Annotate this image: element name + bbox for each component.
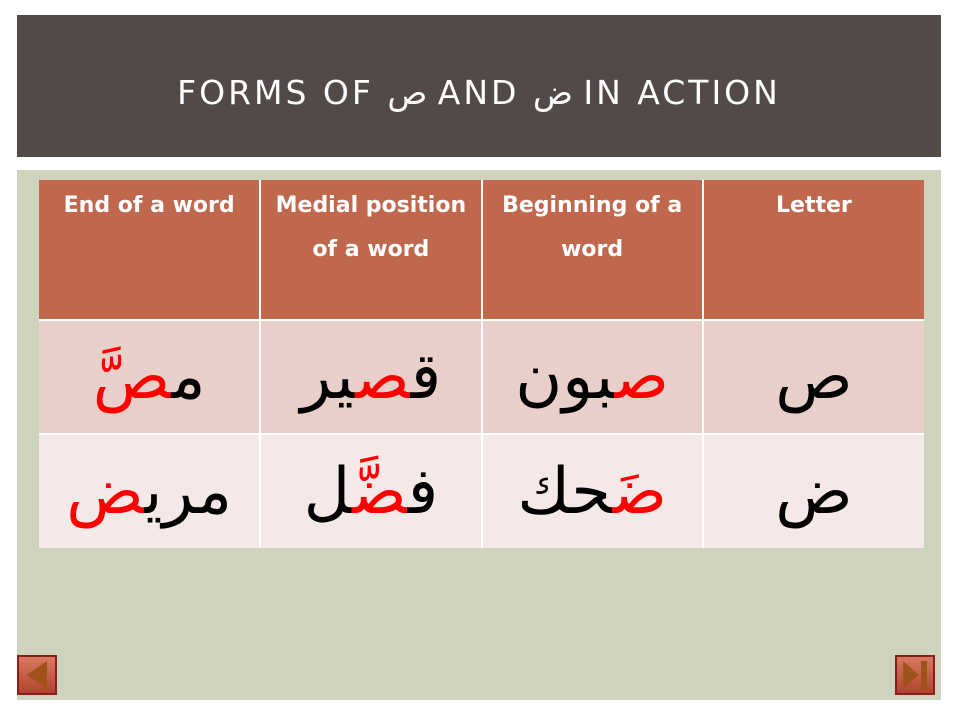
previous-slide-icon — [27, 661, 47, 689]
cell-medial-position — [260, 434, 481, 548]
header-letter: Letter — [703, 180, 924, 320]
cell-beginning-of-word — [482, 434, 703, 548]
header-end-of-word: End of a word — [39, 180, 260, 320]
word-part: م — [171, 340, 206, 414]
arabic-word — [93, 340, 206, 414]
next-slide-icon — [903, 661, 919, 689]
cell-end-of-word — [39, 434, 260, 548]
cell-beginning-of-word — [482, 320, 703, 434]
previous-slide-button[interactable] — [17, 655, 57, 695]
letter-forms-table-container — [39, 180, 924, 548]
table-row — [39, 320, 924, 434]
highlighted-letter: ص — [614, 340, 669, 414]
next-slide-button[interactable] — [895, 655, 935, 695]
cell-end-of-word — [39, 320, 260, 434]
table-header-row — [39, 180, 924, 320]
word-part: ير — [300, 340, 356, 414]
word-part: ل — [303, 454, 353, 529]
highlighted-letter: ضَّ — [352, 454, 408, 529]
arabic-word — [301, 340, 442, 414]
arabic-word — [304, 455, 439, 529]
header-beginning-of-word: Beginning of a word — [482, 180, 703, 320]
arabic-word — [515, 340, 669, 414]
arabic-letter: ض — [775, 454, 853, 529]
word-part: ف — [407, 454, 439, 529]
cell-letter — [703, 320, 924, 434]
header-medial-position: Medial position of a word — [260, 180, 481, 320]
word-part: ق — [410, 340, 442, 414]
slide-title: FORMS OF ص AND ض IN ACTION — [177, 72, 781, 112]
word-part: حك — [517, 454, 613, 529]
word-part: بون — [515, 340, 615, 414]
highlighted-letter: ص — [355, 340, 411, 414]
highlighted-letter: صَّ — [92, 340, 172, 414]
table-row — [39, 434, 924, 548]
word-part: مري — [144, 454, 233, 529]
arabic-letter: ص — [775, 340, 853, 414]
arabic-word — [66, 455, 232, 529]
letter-forms-table — [39, 180, 924, 548]
end-bar-icon — [921, 661, 927, 689]
highlighted-letter: ضَ — [612, 454, 667, 529]
cell-medial-position — [260, 320, 481, 434]
arabic-word — [517, 455, 667, 529]
cell-letter — [703, 434, 924, 548]
title-bar — [17, 15, 941, 157]
highlighted-letter: ض — [66, 454, 145, 529]
